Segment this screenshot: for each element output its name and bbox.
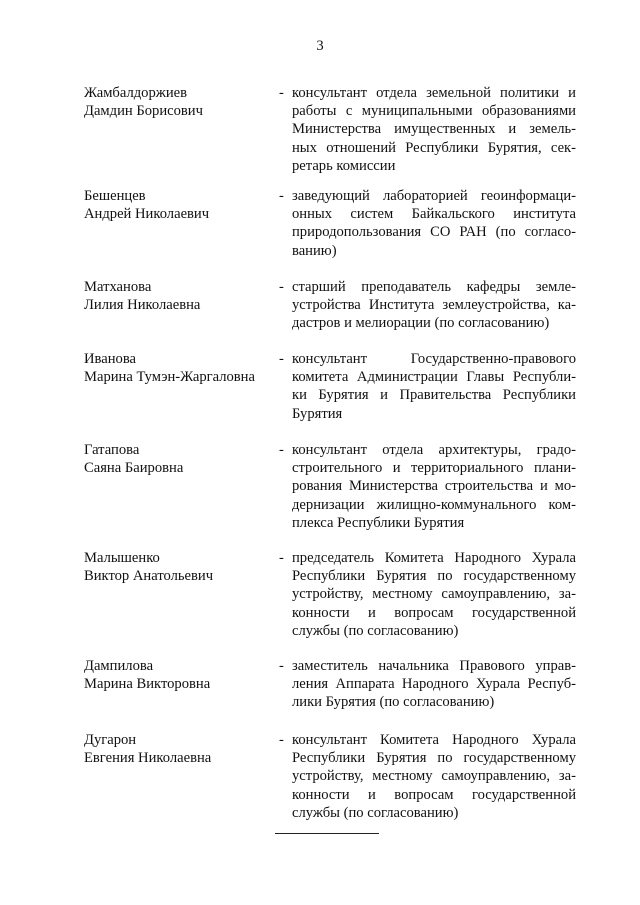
position-line: конности и вопросам государственной xyxy=(292,604,576,621)
position-line: лики Бурятия (по согласованию) xyxy=(292,694,495,711)
position-line: ления Аппарата Народного Хурала Респуб- xyxy=(292,676,576,693)
position-line: устройства Института землеустройства, ка- xyxy=(292,297,576,314)
member-given-name: Виктор Анатольевич xyxy=(84,568,214,585)
dash-separator: - xyxy=(279,188,284,204)
member-surname: Иванова xyxy=(84,351,136,367)
member-given-name: Лилия Николаевна xyxy=(84,297,201,314)
position-line: дастров и мелиорации (по согласованию) xyxy=(292,315,550,332)
footer-rule xyxy=(275,833,379,834)
member-position xyxy=(292,187,576,260)
position-line: консультант Комитета Народного Хурала xyxy=(292,732,576,748)
member-name xyxy=(84,84,274,120)
dash-separator: - xyxy=(279,732,284,748)
position-line: онных систем Байкальского института xyxy=(292,206,576,223)
member-position xyxy=(292,278,576,333)
position-line: плекса Республики Бурятия xyxy=(292,514,465,531)
dash-separator: - xyxy=(279,351,284,367)
position-line: консультант Государственно-правового xyxy=(292,351,576,367)
member-position xyxy=(292,441,576,532)
member-given-name: Евгения Николаевна xyxy=(84,750,212,767)
position-line: ванию) xyxy=(292,242,337,259)
member-given-name: Марина Викторовна xyxy=(84,676,211,693)
member-position xyxy=(292,350,576,423)
position-line: службы (по согласованию) xyxy=(292,622,459,639)
member-name xyxy=(84,187,274,223)
position-line: ретарь комиссии xyxy=(292,157,396,174)
position-line: старший преподаватель кафедры земле- xyxy=(292,279,576,295)
position-line: заведующий лабораторией геоинформаци- xyxy=(292,188,576,204)
position-line: комитета Администрации Главы Республи- xyxy=(292,369,576,386)
member-name xyxy=(84,731,274,767)
member-surname: Малышенко xyxy=(84,550,160,566)
member-given-name: Саяна Баировна xyxy=(84,460,184,477)
dash-separator: - xyxy=(279,550,284,566)
member-surname: Бешенцев xyxy=(84,188,146,204)
position-line: работы с муниципальными образованиями xyxy=(292,103,576,120)
member-name xyxy=(84,350,274,386)
member-given-name: Марина Тумэн-Жаргаловна xyxy=(84,369,255,386)
member-surname: Дампилова xyxy=(84,658,154,674)
member-name xyxy=(84,441,274,477)
member-surname: Гатапова xyxy=(84,442,140,458)
member-surname: Жамбалдоржиев xyxy=(84,85,188,101)
position-line: строительного и территориального плани- xyxy=(292,460,576,477)
position-line: рования Министерства строительства и мо- xyxy=(292,478,576,495)
dash-separator: - xyxy=(279,85,284,101)
position-line: Республики Бурятия по государственному xyxy=(292,568,576,585)
member-name xyxy=(84,657,274,693)
dash-separator: - xyxy=(279,279,284,295)
page-number: 3 xyxy=(316,38,324,54)
position-line: Министерства имущественных и земель- xyxy=(292,121,576,138)
dash-separator: - xyxy=(279,658,284,674)
member-position xyxy=(292,657,576,712)
position-line: заместитель начальника Правового управ- xyxy=(292,658,576,674)
position-line: конности и вопросам государственной xyxy=(292,786,576,803)
member-position xyxy=(292,549,576,640)
member-surname: Матханова xyxy=(84,279,152,295)
position-line: устройству, местному самоуправлению, за- xyxy=(292,768,576,785)
member-surname: Дугарон xyxy=(84,732,137,748)
position-line: консультант отдела земельной политики и xyxy=(292,85,576,101)
position-line: консультант отдела архитектуры, градо- xyxy=(292,442,576,458)
member-position xyxy=(292,731,576,822)
member-name xyxy=(84,278,274,314)
position-line: ных отношений Республики Бурятия, сек- xyxy=(292,139,576,156)
position-line: дернизации жилищно-коммунального ком- xyxy=(292,496,576,513)
position-line: председатель Комитета Народного Хурала xyxy=(292,550,576,566)
member-name xyxy=(84,549,274,585)
position-line: устройству, местному самоуправлению, за- xyxy=(292,586,576,603)
member-given-name: Дамдин Борисович xyxy=(84,103,203,120)
position-line: Бурятия xyxy=(292,405,343,422)
member-position xyxy=(292,84,576,175)
position-line: природопользования СО РАН (по согласо- xyxy=(292,224,576,241)
position-line: службы (по согласованию) xyxy=(292,804,459,821)
dash-separator: - xyxy=(279,442,284,458)
position-line: Республики Бурятия по государственному xyxy=(292,750,576,767)
position-line: ки Бурятия и Правительства Республики xyxy=(292,387,576,404)
member-given-name: Андрей Николаевич xyxy=(84,206,210,223)
